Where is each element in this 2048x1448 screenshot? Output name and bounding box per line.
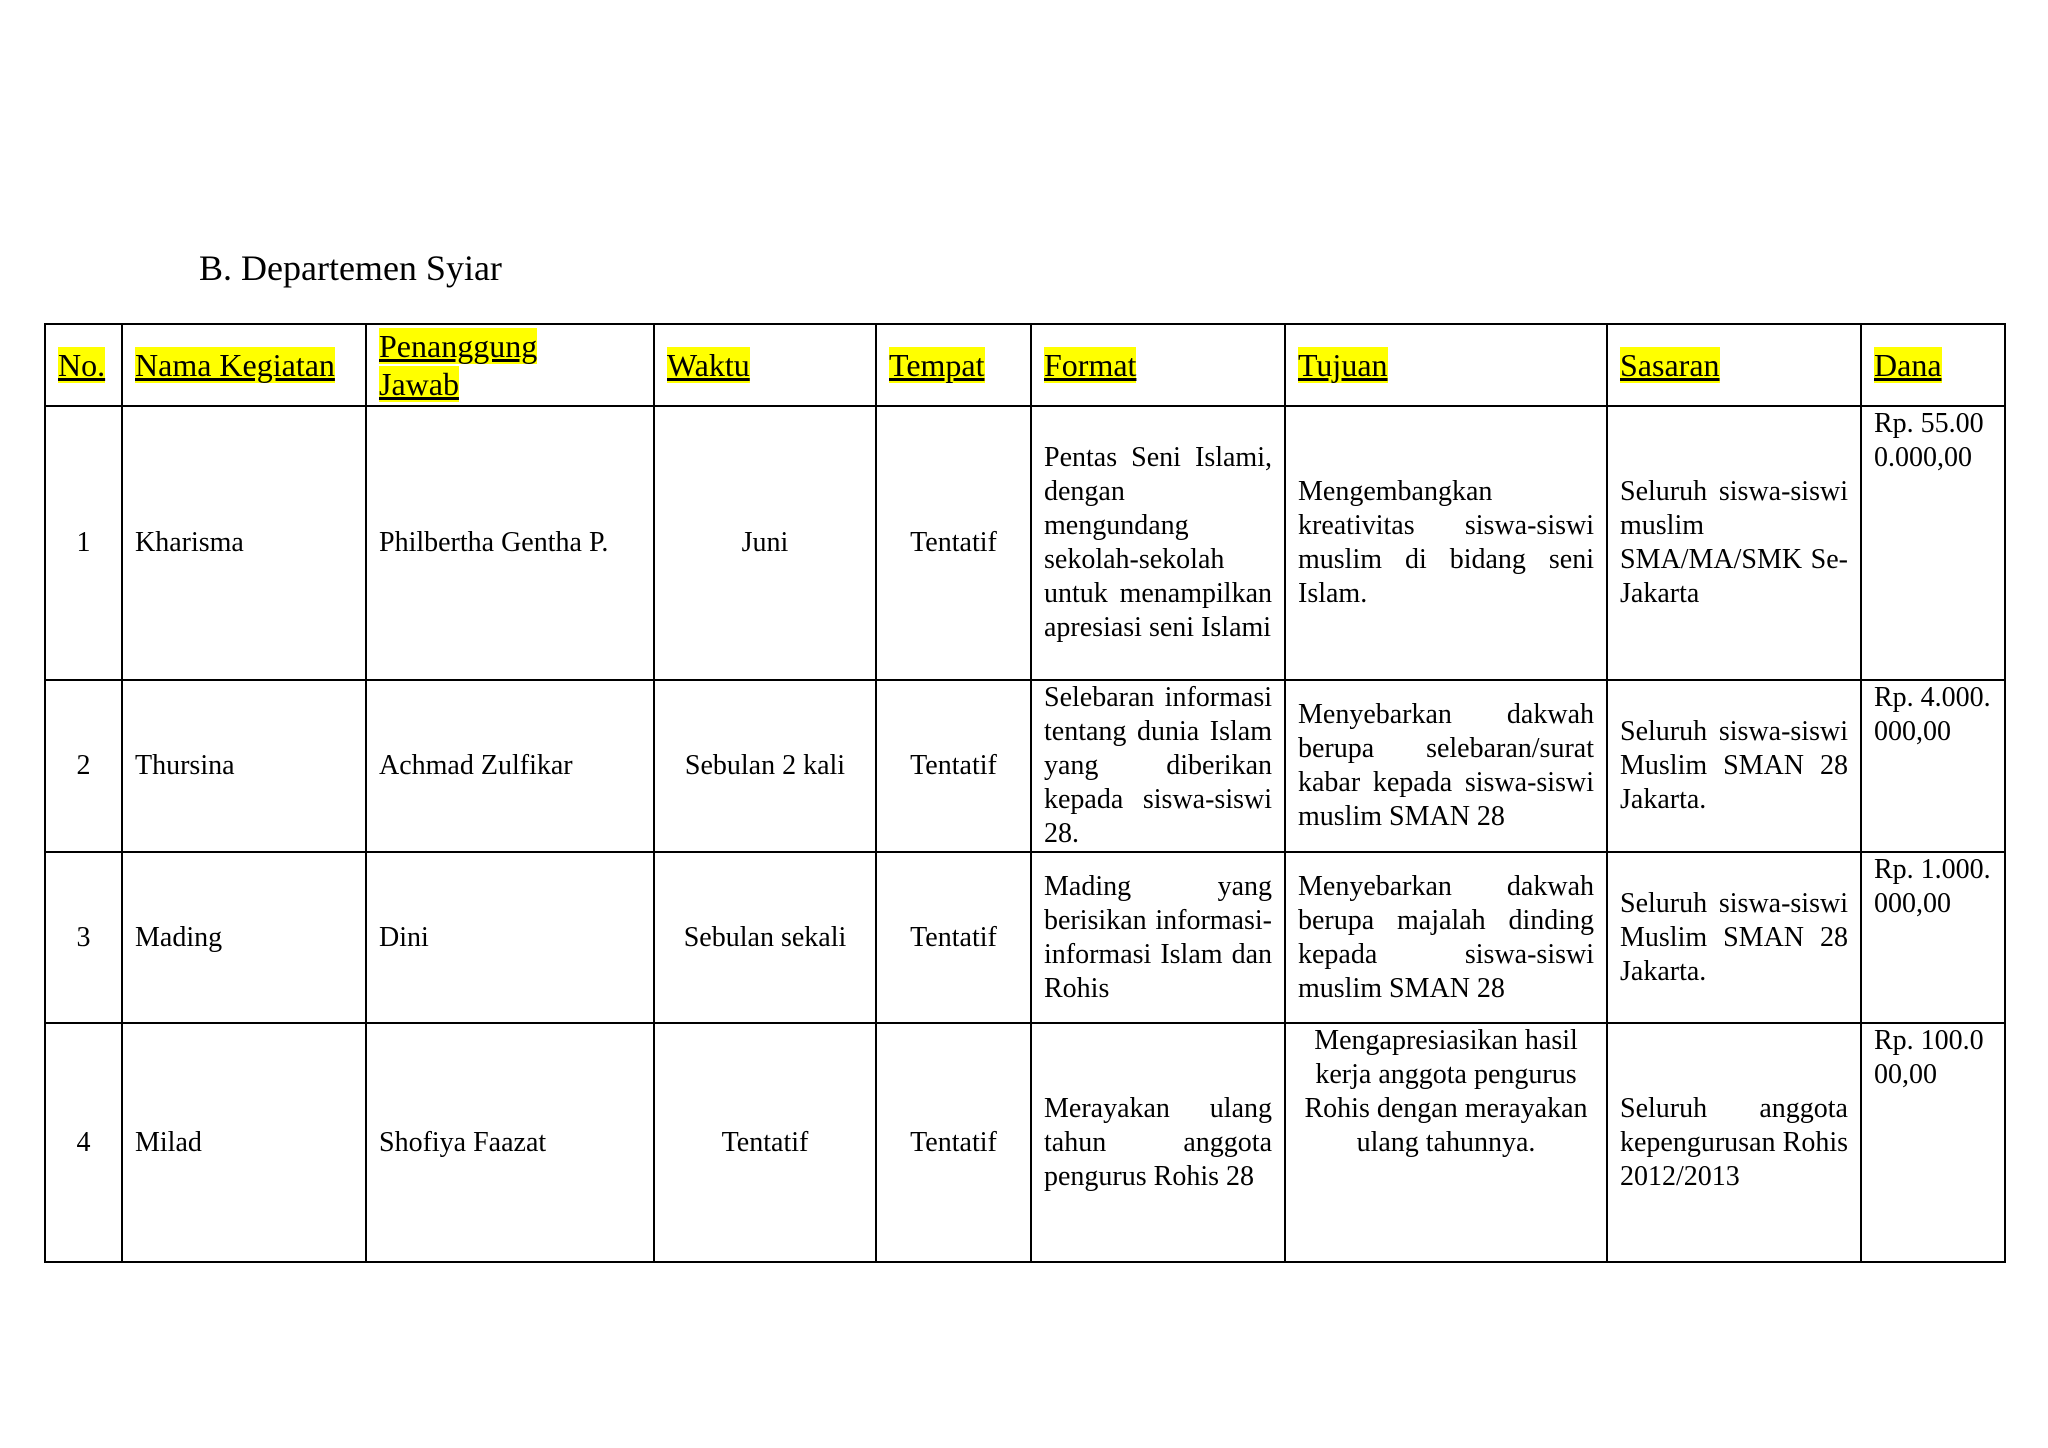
cell-sasaran: Seluruh siswa-siswi muslim SMA/MA/SMK Se-Jakarta	[1607, 406, 1861, 680]
cell-no: 3	[45, 852, 122, 1023]
table-row	[45, 406, 2005, 680]
header-dana: Dana	[1861, 324, 2005, 406]
cell-nama-kegiatan: Thursina	[122, 680, 366, 852]
cell-sasaran: Seluruh anggota kepengurusan Rohis 2012/2013	[1607, 1023, 1861, 1262]
cell-penanggung-jawab: Shofiya Faazat	[366, 1023, 654, 1262]
header-nama-kegiatan: Nama Kegiatan	[122, 324, 366, 406]
cell-sasaran: Seluruh siswa-siswi Muslim SMAN 28 Jakarta.	[1607, 852, 1861, 1023]
table-row	[45, 680, 2005, 852]
cell-dana: Rp. 100.000,00	[1861, 1023, 2005, 1262]
cell-tujuan: Mengapresiasikan hasil kerja anggota pengurus Rohis dengan merayakan ulang tahunnya.	[1285, 1023, 1607, 1262]
header-penanggung-jawab: Penanggung Jawab	[366, 324, 654, 406]
section-title: B. Departemen Syiar	[199, 248, 502, 288]
cell-tempat: Tentatif	[876, 406, 1031, 680]
header-tempat: Tempat	[876, 324, 1031, 406]
cell-penanggung-jawab: Philbertha Gentha P.	[366, 406, 654, 680]
cell-no: 4	[45, 1023, 122, 1262]
cell-dana: Rp. 1.000.000,00	[1861, 852, 2005, 1023]
header-sasaran: Sasaran	[1607, 324, 1861, 406]
cell-nama-kegiatan: Milad	[122, 1023, 366, 1262]
cell-waktu: Tentatif	[654, 1023, 876, 1262]
cell-tujuan: Mengembangkan kreativitas siswa-siswi muslim di bidang seni Islam.	[1285, 406, 1607, 680]
cell-penanggung-jawab: Dini	[366, 852, 654, 1023]
cell-waktu: Sebulan sekali	[654, 852, 876, 1023]
table-header-row	[45, 324, 2005, 406]
cell-tempat: Tentatif	[876, 852, 1031, 1023]
activity-table	[44, 323, 2006, 1263]
cell-sasaran: Seluruh siswa-siswi Muslim SMAN 28 Jakarta.	[1607, 680, 1861, 852]
cell-tujuan: Menyebarkan dakwah berupa selebaran/surat kabar kepada siswa-siswi muslim SMAN 28	[1285, 680, 1607, 852]
cell-tempat: Tentatif	[876, 680, 1031, 852]
cell-dana: Rp. 55.000.000,00	[1861, 406, 2005, 680]
cell-tempat: Tentatif	[876, 1023, 1031, 1262]
table-row	[45, 852, 2005, 1023]
cell-no: 2	[45, 680, 122, 852]
cell-no: 1	[45, 406, 122, 680]
cell-waktu: Juni	[654, 406, 876, 680]
header-tujuan: Tujuan	[1285, 324, 1607, 406]
table-row	[45, 1023, 2005, 1262]
header-waktu: Waktu	[654, 324, 876, 406]
cell-format: Merayakan ulang tahun anggota pengurus Rohis 28	[1031, 1023, 1285, 1262]
cell-penanggung-jawab: Achmad Zulfikar	[366, 680, 654, 852]
cell-nama-kegiatan: Mading	[122, 852, 366, 1023]
cell-waktu: Sebulan 2 kali	[654, 680, 876, 852]
header-format: Format	[1031, 324, 1285, 406]
cell-format: Pentas Seni Islami, dengan mengundang sekolah-sekolah untuk menampilkan apresiasi seni Islami	[1031, 406, 1285, 680]
cell-nama-kegiatan: Kharisma	[122, 406, 366, 680]
cell-format: Selebaran informasi tentang dunia Islam yang diberikan kepada siswa-siswi 28.	[1031, 680, 1285, 852]
cell-tujuan: Menyebarkan dakwah berupa majalah dinding kepada siswa-siswi muslim SMAN 28	[1285, 852, 1607, 1023]
cell-dana: Rp. 4.000.000,00	[1861, 680, 2005, 852]
header-no: No.	[45, 324, 122, 406]
cell-format: Mading yang berisikan informasi-informasi Islam dan Rohis	[1031, 852, 1285, 1023]
